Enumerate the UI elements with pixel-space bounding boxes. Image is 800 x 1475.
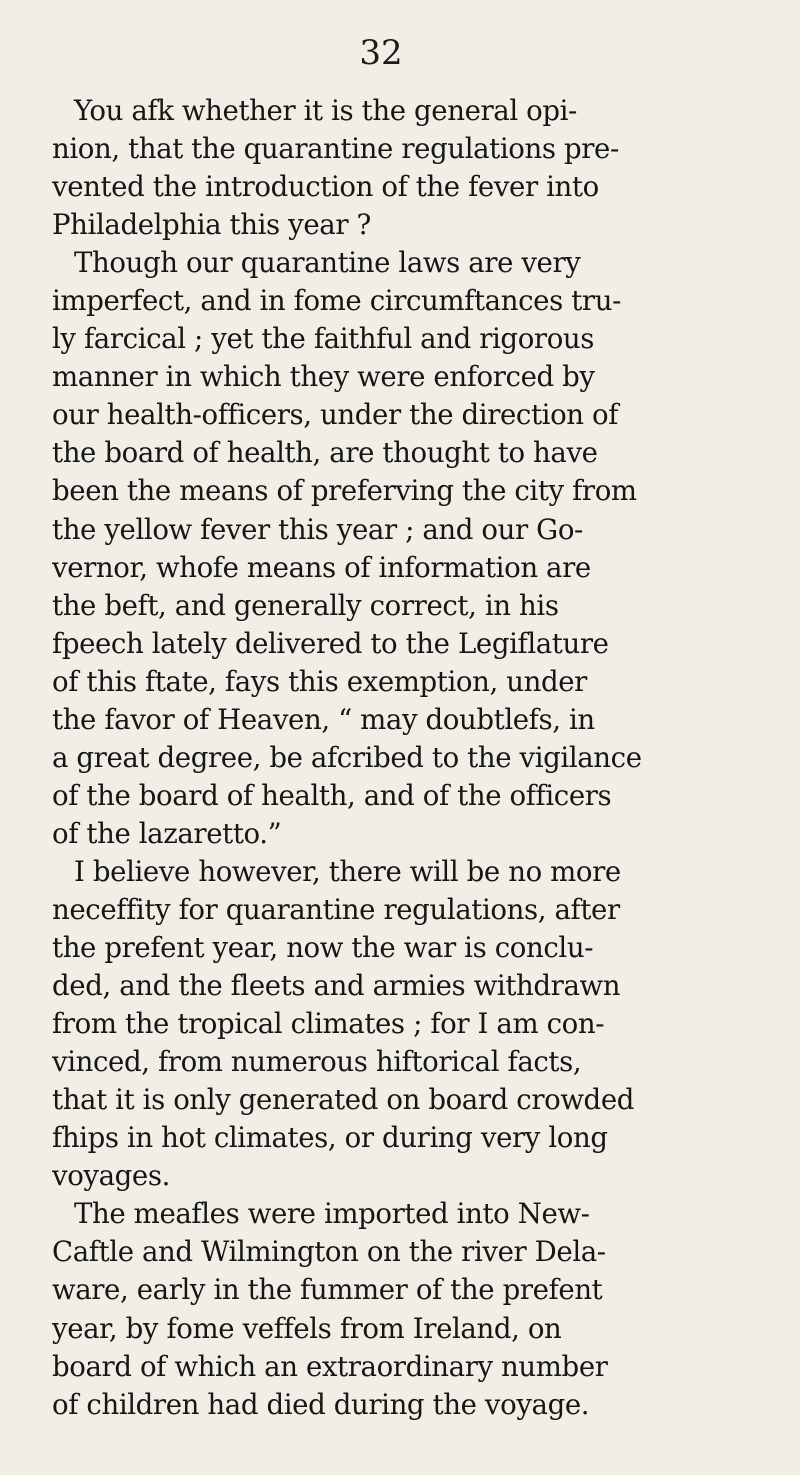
- text-line: The meafles were imported into New-: [74, 1197, 590, 1231]
- text-line: the beft, and generally correct, in his: [52, 588, 559, 622]
- text-line: our health-officers, under the direction of: [52, 398, 619, 432]
- text-line: nion, that the quarantine regulations pre-: [52, 132, 619, 166]
- text-line: manner in which they were enforced by: [52, 360, 595, 394]
- text-line: been the means of preferving the city from: [52, 474, 637, 508]
- text-line: fpeech lately delivered to the Legiflature: [52, 626, 609, 660]
- text-line: of the lazaretto.”: [52, 816, 282, 850]
- text-line: You afk whether it is the general opi-: [74, 94, 577, 127]
- text-line: vernor, whofe means of information are: [52, 550, 591, 584]
- body-text: [52, 92, 768, 1424]
- text-line: that it is only generated on board crowded: [52, 1083, 635, 1117]
- text-line: a great degree, be afcribed to the vigilance: [52, 740, 642, 774]
- text-line: ded, and the fleets and armies withdrawn: [52, 969, 621, 1003]
- text-line: neceffity for quarantine regulations, after: [52, 892, 620, 926]
- text-line: imperfect, and in fome circumftances tru-: [52, 284, 621, 318]
- text-line: ly farcical ; yet the faithful and rigorous: [52, 322, 595, 356]
- text-line: I believe however, there will be no more: [74, 854, 621, 888]
- text-line: Though our quarantine laws are very: [74, 246, 581, 280]
- text-line: Caftle and Wilmington on the river Dela-: [52, 1235, 606, 1269]
- text-line: the yellow fever this year ; and our Go-: [52, 512, 583, 546]
- text-line: ware, early in the fummer of the prefent: [52, 1273, 603, 1307]
- text-line: the prefent year, now the war is conclu-: [52, 931, 594, 965]
- text-line: of children had died during the voyage.: [52, 1387, 590, 1421]
- page-number: 32: [359, 33, 403, 73]
- text-line: the favor of Heaven, “ may doubtlefs, in: [52, 702, 595, 736]
- text-line: from the tropical climates ; for I am con-: [52, 1007, 605, 1041]
- text-line: vented the introduction of the fever into: [52, 170, 599, 204]
- text-line: year, by fome veffels from Ireland, on: [52, 1311, 562, 1345]
- text-line: board of which an extraordinary number: [52, 1349, 608, 1383]
- text-line: vinced, from numerous hiftorical facts,: [52, 1045, 582, 1079]
- text-line: of this ftate, fays this exemption, under: [52, 664, 587, 698]
- text-line: fhips in hot climates, or during very long: [52, 1121, 608, 1155]
- text-line: of the board of health, and of the officers: [52, 778, 612, 812]
- text-line: Philadelphia this year ?: [52, 208, 371, 242]
- text-line: voyages.: [52, 1159, 170, 1193]
- text-line: the board of health, are thought to have: [52, 436, 598, 470]
